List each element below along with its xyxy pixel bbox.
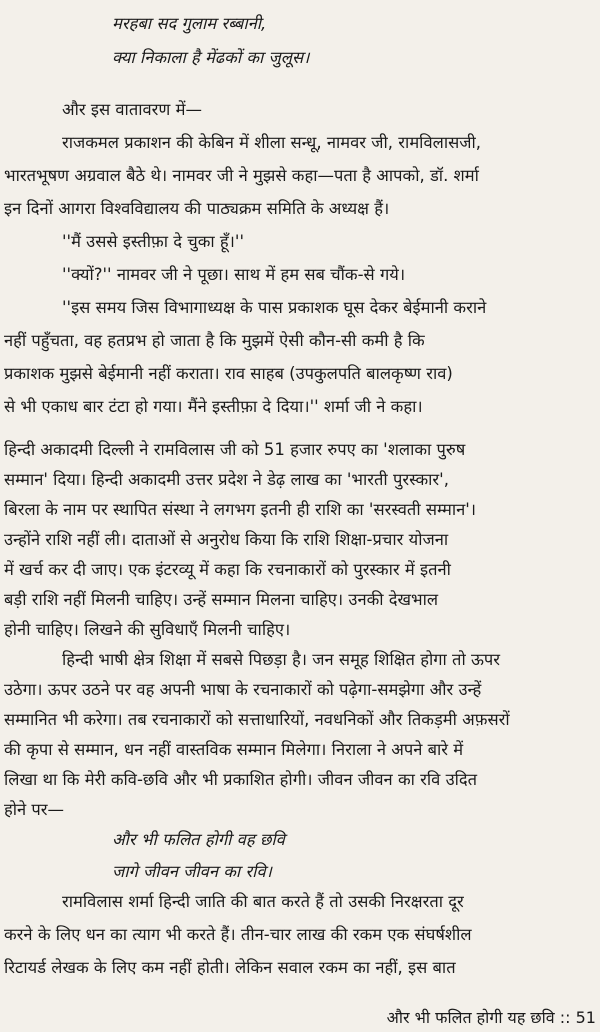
paragraph-line: ''इस समय जिस विभागाध्यक्ष के पास प्रकाशक घूस देकर बेईमानी कराने xyxy=(62,298,487,317)
verse-line: मरहबा सद गुलाम रब्बानी, xyxy=(112,14,267,33)
verse-line: जागे जीवन जीवन का रवि। xyxy=(112,862,272,881)
paragraph-line: राजकमल प्रकाशन की केबिन में शीला सन्धू, नामवर जी, रामविलासजी, xyxy=(62,133,482,152)
paragraph-line: और इस वातावरण में— xyxy=(62,100,202,119)
paragraph-line: बिरला के नाम पर स्थापित संस्था ने लगभग इतनी ही राशि का 'सरस्वती सम्मान'। xyxy=(4,500,477,519)
paragraph-line: ''मैं उससे इस्तीफ़ा दे चुका हूँ।'' xyxy=(62,232,244,251)
paragraph-line: उन्होंने राशि नहीं ली। दाताओं से अनुरोध किया कि राशि शिक्षा-प्रचार योजना xyxy=(4,530,449,549)
paragraph-line: लिखा था कि मेरी कवि-छवि और भी प्रकाशित होगी। जीवन जीवन का रवि उदित xyxy=(4,770,478,789)
paragraph-line: होने पर— xyxy=(4,800,65,819)
paragraph-line: में खर्च कर दी जाए। एक इंटरव्यू में कहा कि रचनाकारों को पुरस्कार में इतनी xyxy=(4,560,451,579)
paragraph-line: हिन्दी भाषी क्षेत्र शिक्षा में सबसे पिछड़ा है। जन समूह शिक्षित होगा तो ऊपर xyxy=(62,650,501,669)
paragraph-line: की कृपा से सम्मान, धन नहीं वास्तविक सम्मान मिलेगा। निराला ने अपने बारे में xyxy=(4,740,464,759)
paragraph-line: से भी एकाध बार टंटा हो गया। मैंने इस्तीफ़ा दे दिया।'' शर्मा जी ने कहा। xyxy=(4,397,423,416)
paragraph-line: ''क्यों?'' नामवर जी ने पूछा। साथ में हम सब चौंक-से गये। xyxy=(62,265,406,284)
paragraph-line: बड़ी राशि नहीं मिलनी चाहिए। उन्हें सम्मान मिलना चाहिए। उनकी देखभाल xyxy=(4,590,439,609)
paragraph-line: इन दिनों आगरा विश्वविद्यालय की पाठ्यक्रम समिति के अध्यक्ष हैं। xyxy=(4,199,390,218)
paragraph-line: सम्मान' दिया। हिन्दी अकादमी उत्तर प्रदेश ने डेढ़ लाख का 'भारती पुरस्कार', xyxy=(4,470,449,489)
paragraph-line: करने के लिए धन का त्याग भी करते हैं। तीन-चार लाख की रकम एक संघर्षशील xyxy=(4,925,472,944)
paragraph-line: हिन्दी अकादमी दिल्ली ने रामविलास जी को 51 हजार रुपए का 'शलाका पुरुष xyxy=(4,440,466,459)
verse-line: और भी फलित होगी वह छवि xyxy=(112,830,285,849)
paragraph-line: रिटायर्ड लेखक के लिए कम नहीं होती। लेकिन सवाल रकम का नहीं, इस बात xyxy=(4,958,456,977)
paragraph-line: प्रकाशक मुझसे बेईमानी नहीं कराता। राव साहब (उपकुलपति बालकृष्ण राव) xyxy=(4,364,453,383)
paragraph-line: नहीं पहुँचता, वह हतप्रभ हो जाता है कि मुझमें ऐसी कौन-सी कमी है कि xyxy=(4,331,425,350)
page-footer: और भी फलित होगी यह छवि :: 51 xyxy=(386,1008,596,1027)
paragraph-line: होनी चाहिए। लिखने की सुविधाएँ मिलनी चाहिए। xyxy=(4,620,291,639)
paragraph-line: उठेगा। ऊपर उठने पर वह अपनी भाषा के रचनाकारों को पढ़ेगा-समझेगा और उन्हें xyxy=(4,680,482,699)
paragraph-line: रामविलास शर्मा हिन्दी जाति की बात करते हैं तो उसकी निरक्षरता दूर xyxy=(62,892,464,911)
verse-line: क्या निकाला है मेंढकों का जुलूस। xyxy=(112,48,310,67)
paragraph-line: सम्मानित भी करेगा। तब रचनाकारों को सत्ताधारियों, नवधनिकों और तिकड़मी अफ़सरों xyxy=(4,710,510,729)
paragraph-line: भारतभूषण अग्रवाल बैठे थे। नामवर जी ने मुझसे कहा—पता है आपको, डॉ. शर्मा xyxy=(4,166,479,185)
